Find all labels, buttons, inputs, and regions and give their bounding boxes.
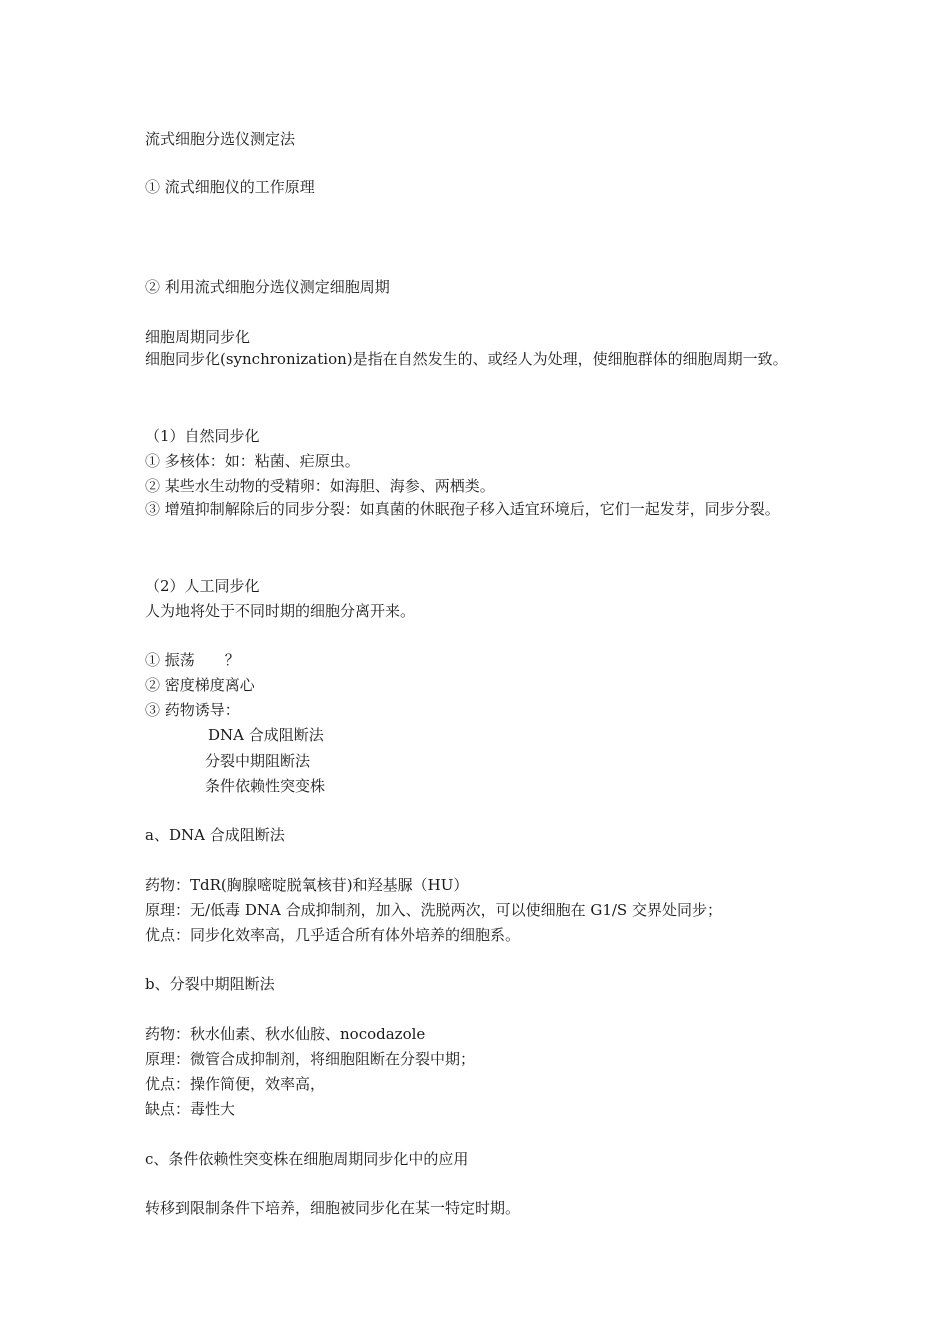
- method-a-drug: 药物：TdR(胸腺嘧啶脱氧核苷)和羟基脲（HU）: [145, 876, 469, 894]
- method-a-principle: 原理：无/低毒 DNA 合成抑制剂，加入、洗脱两次，可以使细胞在 G1/S 交界处同步；: [145, 901, 722, 919]
- method-b-advantage: 优点：操作简便，效率高，: [145, 1075, 326, 1093]
- artificial-item-3: ③ 药物诱导：: [145, 701, 240, 719]
- sync-definition: 细胞同步化(synchronization)是指在自然发生的、或经人为处理，使细胞群体的细胞周期一致。: [145, 350, 788, 368]
- artificial-sync-heading: （2）人工同步化: [145, 577, 260, 595]
- method-b-principle: 原理：微管合成抑制剂，将细胞阻断在分裂中期；: [145, 1050, 476, 1068]
- natural-item-1: ① 多核体：如：粘菌、疟原虫。: [145, 452, 360, 470]
- method-b-drug: 药物：秋水仙素、秋水仙胺、nocodazole: [145, 1025, 426, 1043]
- sync-heading: 细胞周期同步化: [145, 328, 251, 346]
- method-c-desc: 转移到限制条件下培养，细胞被同步化在某一特定时期。: [145, 1199, 521, 1217]
- artificial-item-1: ① 振荡 ？: [145, 651, 240, 669]
- natural-item-2: ② 某些水生动物的受精卵：如海胆、海参、两栖类。: [145, 477, 495, 495]
- natural-item-3: ③ 增殖抑制解除后的同步分裂：如真菌的休眠孢子移入适宜环境后，它们一起发芽，同步分裂。: [145, 500, 780, 518]
- method-b-heading: b、分裂中期阻断法: [145, 975, 275, 993]
- method-b-disadvantage: 缺点：毒性大: [145, 1100, 236, 1118]
- artificial-item-2: ② 密度梯度离心: [145, 676, 255, 694]
- method-c-heading: c、条件依赖性突变株在细胞周期同步化中的应用: [145, 1150, 469, 1168]
- natural-sync-heading: （1）自然同步化: [145, 427, 260, 445]
- doc-title: 流式细胞分选仪测定法: [145, 130, 296, 148]
- artificial-sync-desc: 人为地将处于不同时期的细胞分离开来。: [145, 602, 416, 620]
- method-a-heading: a、DNA 合成阻断法: [145, 826, 285, 844]
- section-1-heading: ① 流式细胞仪的工作原理: [145, 178, 315, 196]
- section-2-heading: ② 利用流式细胞分选仪测定细胞周期: [145, 278, 390, 296]
- method-sub-2: 分裂中期阻断法: [205, 752, 311, 770]
- method-sub-3: 条件依赖性突变株: [205, 777, 326, 795]
- method-sub-1: DNA 合成阻断法: [208, 726, 324, 744]
- method-a-advantage: 优点：同步化效率高，几乎适合所有体外培养的细胞系。: [145, 926, 521, 944]
